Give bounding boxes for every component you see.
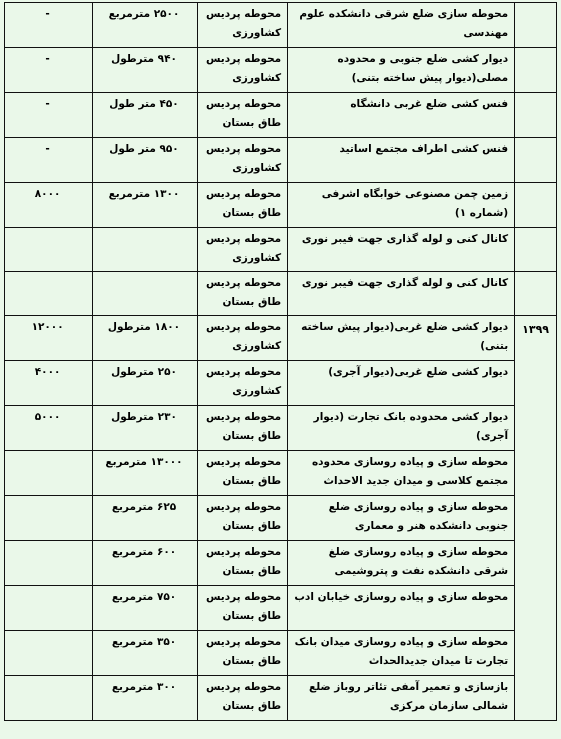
- year-cell-empty: [515, 228, 557, 272]
- year-cell-empty: [515, 272, 557, 316]
- table-row: [5, 541, 557, 586]
- project-value-cell: ۸۰۰۰: [5, 183, 93, 228]
- project-title-cell: فنس کشی ضلع غربی دانشگاه: [288, 93, 515, 138]
- project-size-cell: ۹۴۰ مترطول: [93, 48, 198, 93]
- project-value-cell: [5, 631, 93, 676]
- table-row: [5, 496, 557, 541]
- project-size-cell: ۱۳۰۰ مترمربع: [93, 183, 198, 228]
- project-title-cell: فنس کشی اطراف مجتمع اساتید: [288, 138, 515, 183]
- project-location-cell: محوطه پردیس طاق بستان: [197, 676, 287, 721]
- project-size-cell: ۴۵۰ متر طول: [93, 93, 198, 138]
- table-row: [5, 3, 557, 48]
- table-row: [5, 228, 557, 272]
- table-row: [5, 676, 557, 721]
- table-row: [5, 451, 557, 496]
- project-location-cell: محوطه پردیس طاق بستان: [197, 451, 287, 496]
- project-location-cell: محوطه پردیس طاق بستان: [197, 541, 287, 586]
- project-value-cell: -: [5, 138, 93, 183]
- project-size-cell: ۲۳۰ مترطول: [93, 406, 198, 451]
- table-row: [5, 48, 557, 93]
- table-row: [5, 316, 557, 361]
- project-value-cell: -: [5, 93, 93, 138]
- project-location-cell: محوطه پردیس طاق بستان: [197, 406, 287, 451]
- project-size-cell: ۶۰۰ مترمربع: [93, 541, 198, 586]
- project-size-cell: ۹۵۰ متر طول: [93, 138, 198, 183]
- project-location-cell: محوطه پردیس کشاورزی: [197, 3, 287, 48]
- project-location-cell: محوطه پردیس کشاورزی: [197, 228, 287, 272]
- project-title-cell: محوطه سازی ضلع شرقی دانشکده علوم مهندسی: [288, 3, 515, 48]
- project-title-cell: بازسازی و تعمیر آمفی تئاتر روباز ضلع شمالی سازمان مرکزی: [288, 676, 515, 721]
- project-value-cell: ۴۰۰۰: [5, 361, 93, 406]
- project-size-cell: ۱۸۰۰ مترطول: [93, 316, 198, 361]
- project-value-cell: ۵۰۰۰: [5, 406, 93, 451]
- project-value-cell: [5, 586, 93, 631]
- project-value-cell: [5, 496, 93, 541]
- project-size-cell: ۷۵۰ مترمربع: [93, 586, 198, 631]
- year-cell: ۱۳۹۹: [515, 316, 557, 721]
- project-size-cell: ۶۲۵ مترمربع: [93, 496, 198, 541]
- project-value-cell: ۱۲۰۰۰: [5, 316, 93, 361]
- project-title-cell: دیوار کشی محدوده بانک تجارت (دیوار آجری): [288, 406, 515, 451]
- project-value-cell: [5, 541, 93, 586]
- year-cell-empty: [515, 48, 557, 93]
- project-location-cell: محوطه پردیس طاق بستان: [197, 93, 287, 138]
- project-location-cell: محوطه پردیس کشاورزی: [197, 48, 287, 93]
- project-location-cell: محوطه پردیس کشاورزی: [197, 361, 287, 406]
- project-title-cell: زمین چمن مصنوعی خوابگاه اشرفی (شماره ۱): [288, 183, 515, 228]
- project-size-cell: ۲۵۰۰ مترمربع: [93, 3, 198, 48]
- project-value-cell: [5, 451, 93, 496]
- table-row: [5, 272, 557, 316]
- year-cell-empty: [515, 93, 557, 138]
- table-row: [5, 586, 557, 631]
- project-size-cell: ۳۰۰ مترمربع: [93, 676, 198, 721]
- table-row: [5, 361, 557, 406]
- project-size-cell: [93, 272, 198, 316]
- projects-table: [4, 2, 557, 721]
- project-value-cell: [5, 272, 93, 316]
- year-cell-empty: [515, 183, 557, 228]
- project-location-cell: محوطه پردیس طاق بستان: [197, 183, 287, 228]
- project-title-cell: محوطه سازی و پیاده روسازی ضلغ شرقی دانشکده نفت و پتروشیمی: [288, 541, 515, 586]
- project-location-cell: محوطه پردیس طاق بستان: [197, 631, 287, 676]
- project-title-cell: دیوار کشی ضلع جنوبی و محدوده مصلی(دیوار پیش ساخته بتنی): [288, 48, 515, 93]
- projects-table-body: [5, 3, 557, 721]
- project-location-cell: محوطه پردیس طاق بستان: [197, 586, 287, 631]
- project-size-cell: ۱۳۰۰۰ مترمربع: [93, 451, 198, 496]
- project-value-cell: [5, 676, 93, 721]
- project-value-cell: -: [5, 3, 93, 48]
- project-value-cell: [5, 228, 93, 272]
- project-title-cell: دیوار کشی ضلع غربی(دیوار آجری): [288, 361, 515, 406]
- project-title-cell: محوطه سازی و پیاده روسازی محدوده مجتمع کلاسی و میدان جدید الاحداث: [288, 451, 515, 496]
- year-cell-empty: [515, 138, 557, 183]
- table-row: [5, 93, 557, 138]
- project-title-cell: محوطه سازی و پیاده روسازی خیابان ادب: [288, 586, 515, 631]
- year-cell-empty: [515, 3, 557, 48]
- table-row: [5, 183, 557, 228]
- project-location-cell: محوطه پردیس طاق بستان: [197, 496, 287, 541]
- project-location-cell: محوطه پردیس کشاورزی: [197, 138, 287, 183]
- project-size-cell: ۲۵۰ مترطول: [93, 361, 198, 406]
- project-location-cell: محوطه پردیس طاق بستان: [197, 272, 287, 316]
- project-title-cell: محوطه سازی و پیاده روسازی میدان بانک تجارت تا میدان جدیدالحداث: [288, 631, 515, 676]
- project-title-cell: دیوار کشی ضلع غربی(دیوار پیش ساخته بتنی): [288, 316, 515, 361]
- project-size-cell: ۳۵۰ مترمربع: [93, 631, 198, 676]
- table-row: [5, 631, 557, 676]
- table-row: [5, 138, 557, 183]
- project-title-cell: کانال کنی و لوله گذاری جهت فیبر نوری: [288, 228, 515, 272]
- project-location-cell: محوطه پردیس کشاورزی: [197, 316, 287, 361]
- project-title-cell: کانال کنی و لوله گذاری جهت فیبر نوری: [288, 272, 515, 316]
- project-value-cell: -: [5, 48, 93, 93]
- project-size-cell: [93, 228, 198, 272]
- project-title-cell: محوطه سازی و پیاده روسازی ضلع جنوبی دانشکده هنر و معماری: [288, 496, 515, 541]
- table-row: [5, 406, 557, 451]
